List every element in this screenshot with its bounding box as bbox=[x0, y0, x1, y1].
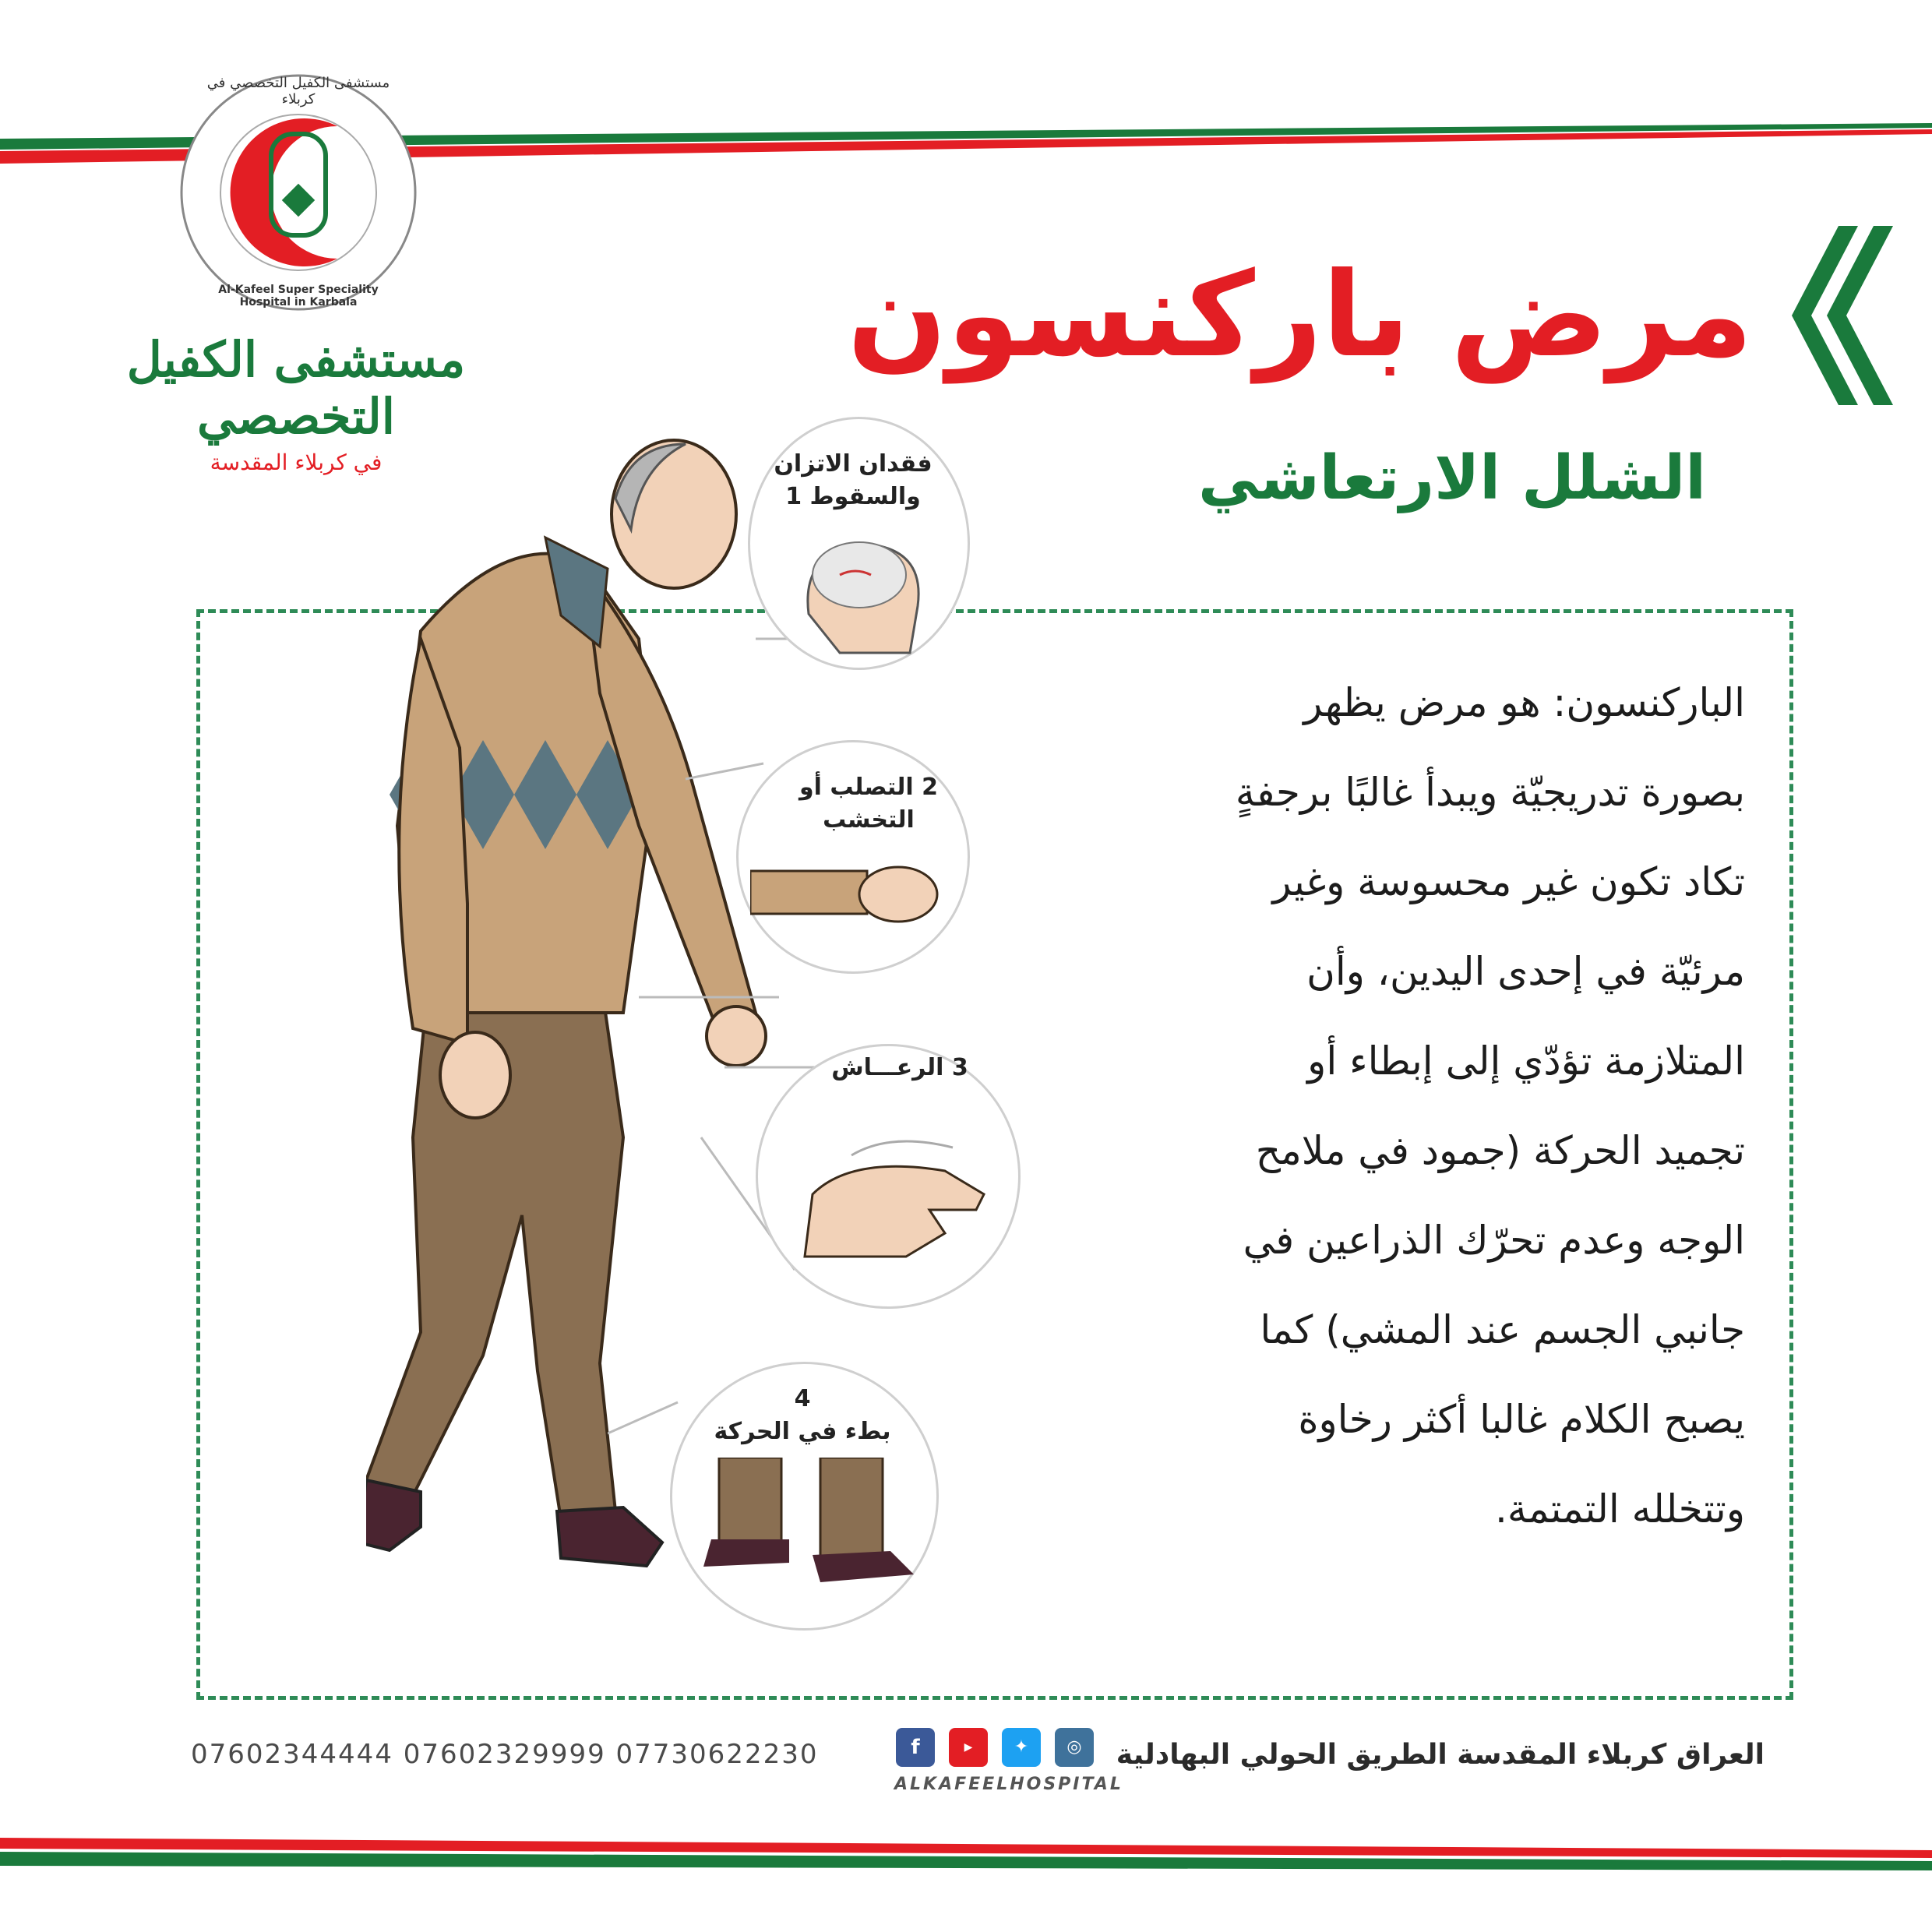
symptom2-line2: التخشب bbox=[823, 806, 915, 834]
description-line: الباركنسون: هو مرض يظهر bbox=[1303, 680, 1745, 725]
description-line: تجميد الحركة (جمود في ملامح bbox=[1255, 1128, 1745, 1173]
description-line: وتتخلله التمتمة. bbox=[1494, 1486, 1745, 1532]
footer-phones: 07602344444 07602329999 07730622230 bbox=[191, 1739, 819, 1770]
page-title: مرض باركنسون bbox=[847, 248, 1753, 383]
youtube-icon[interactable]: ▶ bbox=[949, 1728, 988, 1767]
symptom-label-slowness bbox=[701, 1383, 904, 1448]
description-line: جانبي الجسم عند المشي) كما bbox=[1260, 1307, 1745, 1352]
feet-icon bbox=[703, 1458, 914, 1613]
symptom1-line1: فقدان الاتزان bbox=[774, 450, 933, 478]
symptom2-line1: 2 التصلب أو bbox=[799, 774, 939, 801]
footer-address: العراق كربلاء المقدسة الطريق الحولي البهادلية bbox=[1116, 1739, 1765, 1771]
description-text bbox=[1122, 658, 1745, 1554]
symptom4-number: 4 bbox=[794, 1385, 811, 1412]
logo-ring-arabic: مستشفى الكفيل التخصصي في كربلاء bbox=[206, 75, 390, 108]
hospital-logo bbox=[178, 72, 419, 313]
twitter-icon[interactable]: ✦ bbox=[1002, 1728, 1041, 1767]
page-subtitle: الشلل الارتعاشي bbox=[1198, 443, 1706, 513]
symptom1-line2: والسقوط 1 bbox=[785, 483, 921, 510]
symptom-label-balance bbox=[760, 448, 947, 513]
description-line: يصبح الكلام غالبا أكثر رخاوة bbox=[1298, 1397, 1745, 1442]
description-line: بصورة تدريجيّة ويبدأ غالبًا برجفةٍ bbox=[1235, 770, 1745, 815]
calligraphy-name: مستشفى الكفيل التخصصي bbox=[126, 331, 466, 445]
symptom-label-tremor: 3 الرعـــاش bbox=[831, 1054, 968, 1081]
description-line: المتلازمة تؤدّي إلى إبطاء أو bbox=[1307, 1038, 1745, 1084]
instagram-icon[interactable]: ◎ bbox=[1055, 1728, 1094, 1767]
symptom-label-rigidity bbox=[779, 771, 958, 837]
logo-ring-english: Al-Kafeel Super Speciality Hospital in Karbala bbox=[218, 284, 379, 308]
symptom4-text: بطء في الحركة bbox=[714, 1418, 891, 1445]
chevron-icon bbox=[1784, 226, 1893, 405]
tremor-hand-icon bbox=[789, 1124, 999, 1280]
facebook-icon[interactable]: f bbox=[896, 1728, 935, 1767]
description-line: الوجه وعدم تحرّك الذراعين في bbox=[1243, 1218, 1745, 1263]
description-line: تكاد تكون غير محسوسة وغير bbox=[1272, 859, 1745, 904]
brain-icon bbox=[793, 520, 933, 661]
bottom-stripes bbox=[0, 1835, 1932, 1881]
description-line: مرئيّة في إحدى اليدين، وأن bbox=[1306, 949, 1745, 994]
calligraphy-city: في كربلاء المقدسة bbox=[210, 450, 383, 475]
stiff-arm-icon bbox=[750, 859, 945, 929]
brand-handle: ALKAFEELHOSPITAL bbox=[894, 1775, 1123, 1794]
